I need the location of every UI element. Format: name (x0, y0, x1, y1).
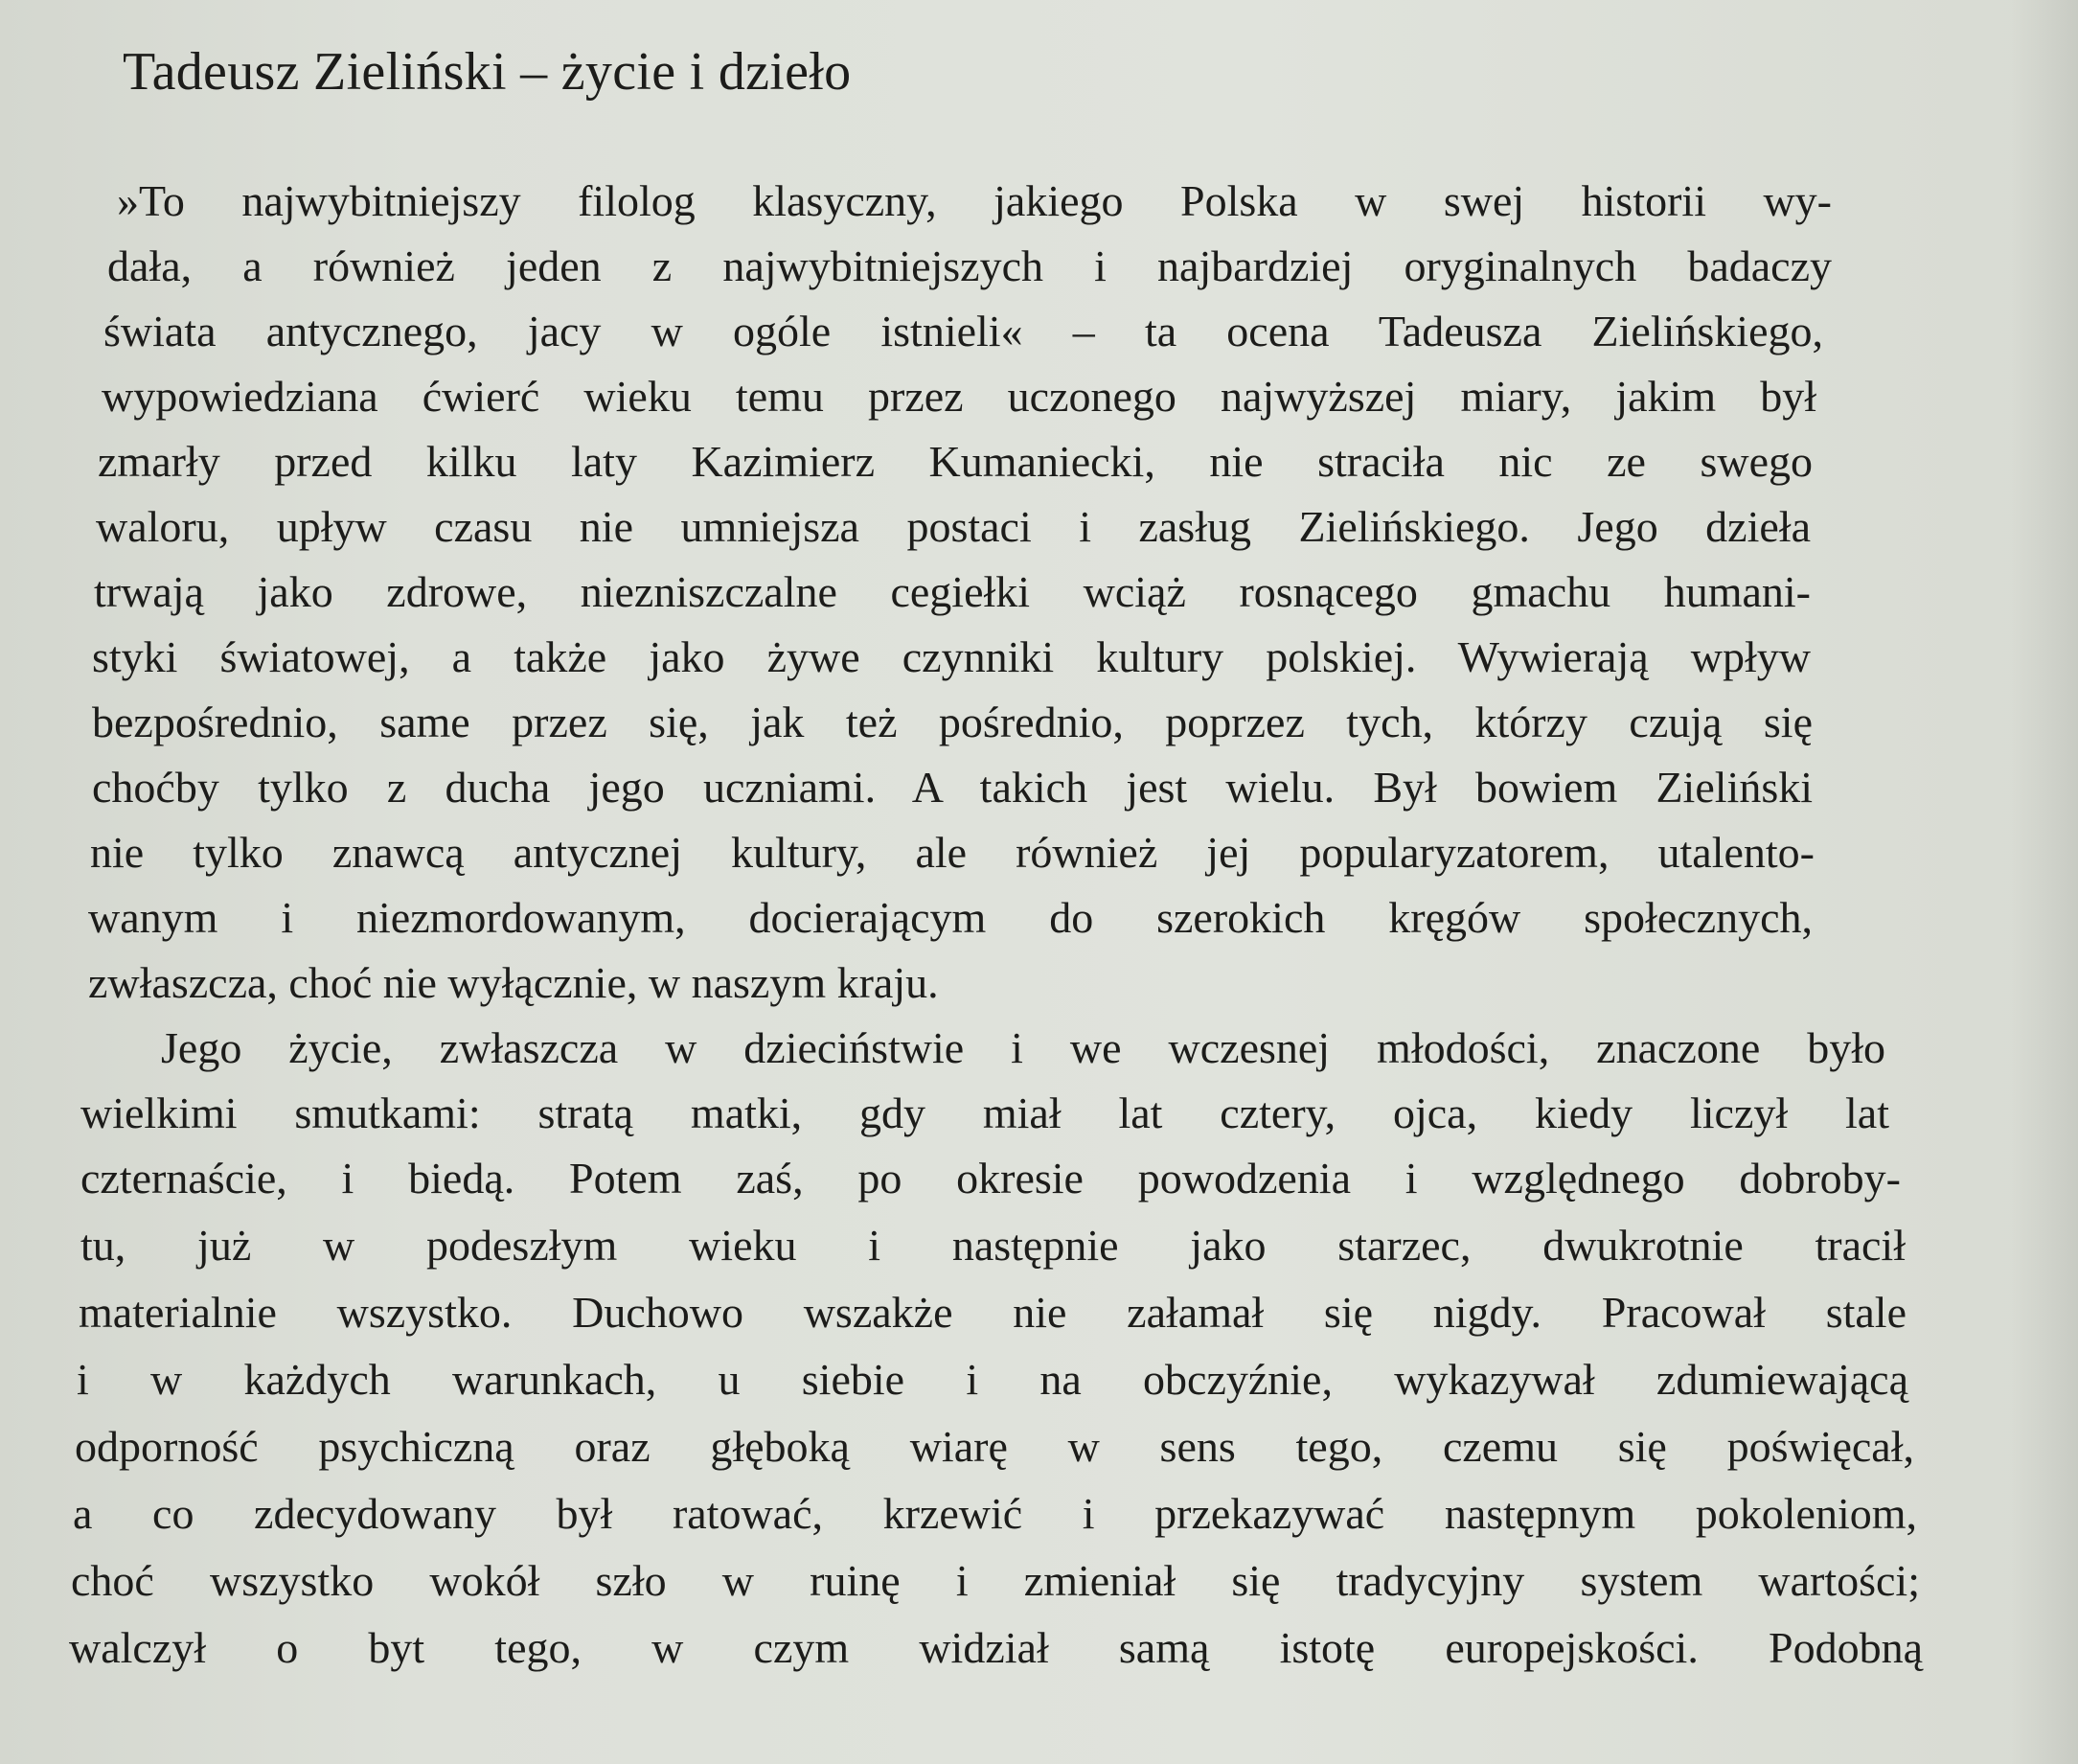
text-line: tu, już w podeszłym wieku i następnie jako starzec, dwukrotnie tracił (80, 1221, 1906, 1270)
page-shadow (2011, 0, 2078, 1764)
text-line: styki światowej, a także jako żywe czynniki kultury polskiej. Wywierają wpływ (92, 632, 1811, 681)
text-line: wanym i niezmordowanym, docierającym do szerokich kręgów społecznych, (88, 893, 1813, 942)
text-line: czternaście, i biedą. Potem zaś, po okresie powodzenia i względnego dobroby- (80, 1154, 1901, 1203)
text-line: dała, a również jeden z najwybitniejszych i najbardziej oryginalnych badaczy (107, 241, 1832, 290)
text-line: materialnie wszystko. Duchowo wszakże nie załamał się nigdy. Pracował stale (79, 1288, 1907, 1337)
text-line: trwają jako zdrowe, niezniszczalne cegiełki wciąż rosnącego gmachu humani- (94, 567, 1811, 616)
text-line: odporność psychiczną oraz głęboką wiarę w sens tego, czemu się poświęcał, (75, 1422, 1914, 1471)
text-line: bezpośrednio, same przez się, jak też pośrednio, poprzez tych, którzy czują się (92, 698, 1813, 746)
text-line: a co zdecydowany był ratować, krzewić i przekazywać następnym pokoleniom, (73, 1489, 1917, 1538)
text-line: świata antycznego, jacy w ogóle istnieli« – ta ocena Tadeusza Zielińskiego, (103, 307, 1823, 355)
text-line: Jego życie, zwłaszcza w dzieciństwie i we wczesnej młodości, znaczone było (161, 1023, 1885, 1072)
text-line: i w każdych warunkach, u siebie i na obczyźnie, wykazywał zdumiewającą (77, 1355, 1908, 1404)
text-line: choć wszystko wokół szło w ruinę i zmieniał się tradycyjny system wartości; (71, 1556, 1920, 1605)
text-line: »To najwybitniejszy filolog klasyczny, jakiego Polska w swej historii wy- (117, 176, 1832, 225)
text-line: wielkimi smutkami: stratą matki, gdy miał lat cztery, ojca, kiedy liczył lat (80, 1088, 1889, 1137)
text-line: choćby tylko z ducha jego uczniami. A takich jest wielu. Był bowiem Zieliński (92, 763, 1813, 812)
text-line: zmarły przed kilku laty Kazimierz Kumaniecki, nie straciła nic ze swego (98, 437, 1813, 486)
text-line: walczył o byt tego, w czym widział samą istotę europejskości. Podobną (69, 1623, 1923, 1672)
chapter-title: Tadeusz Zieliński – życie i dzieło (123, 42, 852, 102)
text-line: zwłaszcza, choć nie wyłącznie, w naszym kraju. (88, 958, 939, 1007)
text-line: waloru, upływ czasu nie umniejsza postaci i zasług Zielińskiego. Jego dzieła (96, 502, 1811, 551)
text-line: nie tylko znawcą antycznej kultury, ale również jej popularyzatorem, utalento- (90, 828, 1815, 877)
text-line: wypowiedziana ćwierć wieku temu przez uczonego najwyższej miary, jakim był (102, 372, 1816, 421)
